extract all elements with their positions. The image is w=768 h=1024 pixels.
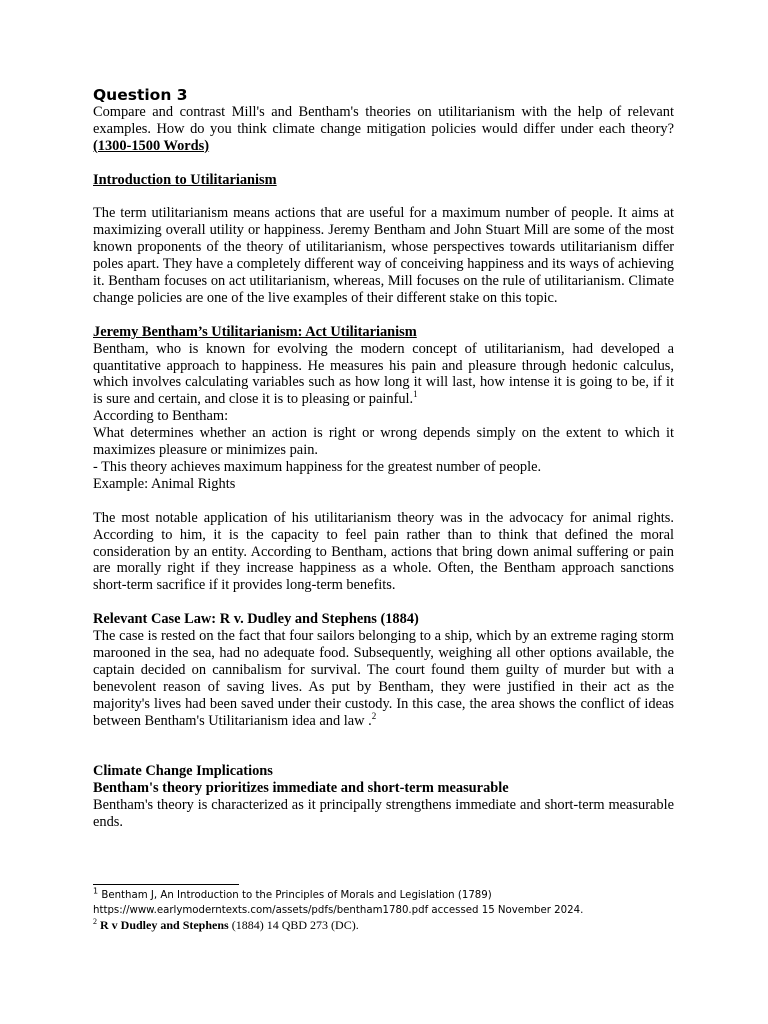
question-text: [93, 104, 674, 155]
climate-paragraph: Bentham's theory is characterized as it principally strengthens immediate and short-term measurable ends.: [93, 797, 674, 830]
bentham-paragraph: [93, 341, 674, 409]
footnote-1-url: https://www.earlymoderntexts.com/assets/pdfs/bentham1780.pdf accessed 15 November 2024.: [93, 905, 584, 916]
footnote-ref-1[interactable]: 1: [413, 389, 418, 400]
climate-heading: Climate Change Implications: [93, 763, 273, 780]
case-law-paragraph: [93, 628, 674, 729]
according-to-bentham: According to Bentham:: [93, 408, 229, 425]
footnote-1-text: Bentham J, An Introduction to the Principles of Morals and Legislation (1789): [98, 890, 492, 901]
footnotes: [93, 884, 674, 933]
bentham-text: Bentham, who is known for evolving the modern concept of utilitarianism, had developed a quantitative approach to happiness. He measures his pain and pleasure through hedonic calculus, which involves calculating variables such as how long it will last, how intense it is going to be, if it is sure and certain, and close it is to pleasing or painful.: [93, 340, 674, 408]
footnote-2: [93, 918, 674, 933]
footnote-1: [93, 888, 674, 903]
intro-paragraph: The term utilitarianism means actions that are useful for a maximum number of people. It aims at maximizing overall utility or happiness. Jeremy Bentham and John Stuart Mill are some of the most known proponents of the theory of utilitarianism, whose perspectives towards utilitarianism differ poles apart. They have a completely different way of conceiving happiness and its ways of achieving it. Bentham focuses on act utilitarianism, whereas, Mill focuses on the rule of utilitarianism. Climate change policies are one of the live examples of their different stake on this topic.: [93, 205, 674, 306]
question-title: Question 3: [93, 86, 188, 104]
bentham-quote: What determines whether an action is right or wrong depends simply on the extent to which it maximizes pleasure or minimizes pain.: [93, 425, 674, 459]
document-page: [93, 86, 674, 831]
footnote-2-case: R v Dudley and Stephens: [97, 918, 229, 932]
footnote-ref-2[interactable]: 2: [371, 710, 377, 721]
footnote-1-number: 1: [93, 886, 99, 896]
footnote-separator: [93, 884, 239, 885]
footnote-2-number: 2: [93, 917, 97, 926]
climate-subheading: Bentham's theory prioritizes immediate and short-term measurable: [93, 780, 509, 797]
case-law-heading: Relevant Case Law: R v. Dudley and Stephens (1884): [93, 611, 419, 628]
footnote-2-text: (1884) 14 QBD 273 (DC).: [228, 918, 359, 932]
case-law-text: The case is rested on the fact that four sailors belonging to a ship, which by an extreme raging storm marooned in the sea, had no adequate food. Subsequently, weighing all other options available, the captain decided on cannibalism for survival. The court found them guilty of murder but with a benevolent reason of saving lives. As put by Bentham, they were justified in their act as the majority's lives had been saved under their custody. In this case, the area shows the conflict of ideas between Bentham's Utilitarianism idea and law .: [93, 628, 674, 729]
word-limit: (1300-1500 Words): [93, 137, 210, 154]
bentham-bullet: - This theory achieves maximum happiness for the greatest number of people.: [93, 458, 542, 475]
intro-heading: Introduction to Utilitarianism: [93, 171, 277, 188]
bentham-heading: Jeremy Bentham’s Utilitarianism: Act Utilitarianism: [93, 323, 417, 340]
animal-rights-paragraph: The most notable application of his utilitarianism theory was in the advocacy for animal rights. According to him, it is the capacity to feel pain rather than to think that defined the moral consideration by an entity. According to Bentham, actions that bring down animal suffering or pain are morally right if they increase happiness as a whole. Often, the Bentham approach sanctions short-term sacrifice if it provides long-term benefits.: [93, 509, 674, 594]
question-prompt: Compare and contrast Mill's and Bentham's theories on utilitarianism with the help of relevant examples. How do you think climate change mitigation policies would differ under each theory?: [93, 104, 674, 137]
example-label: Example: Animal Rights: [93, 475, 236, 492]
